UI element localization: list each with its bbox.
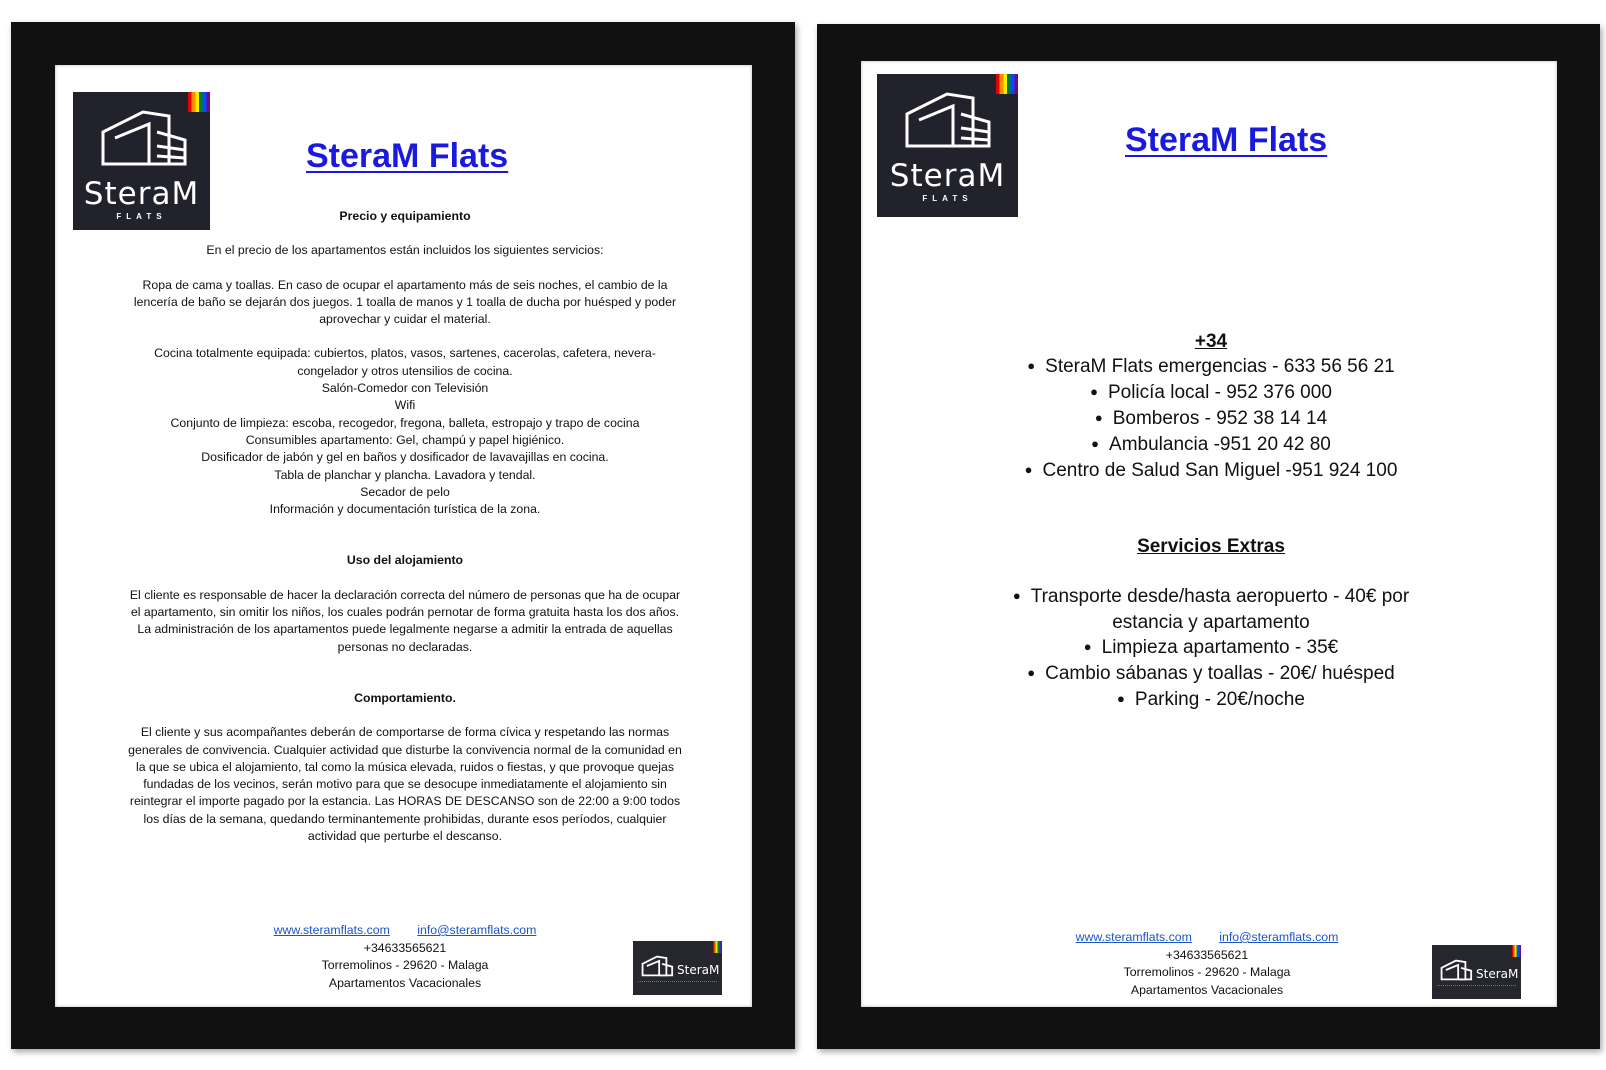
rainbow-flag-icon [996, 74, 1018, 94]
extra-item: ● Parking - 20€/noche [901, 687, 1521, 713]
website-link[interactable]: www.steramflats.com [1075, 930, 1192, 944]
mini-logo-wordmark: SteraM [1476, 967, 1519, 981]
amenity-item: Cocina totalmente equipada: cubiertos, platos, vasos, sartenes, cacerolas, cafetera, nevera-congelador y otros utensilios de cocina. [154, 346, 656, 378]
amenity-item: Wifi [394, 398, 416, 413]
extras-heading: Servicios Extras [1137, 536, 1285, 557]
footer-phone: +34633565621 [1165, 947, 1249, 962]
amenity-item: Información y documentación turística de la zona. [269, 502, 541, 517]
footer-address: Torremolinos - 29620 - Malaga [1123, 965, 1291, 979]
amenity-item: Conjunto de limpieza: escoba, recogedor, fregona, balleta, estropajo y trapo de cocina [170, 415, 640, 430]
right-picture-frame [817, 24, 1600, 1049]
building-logo-icon [95, 102, 191, 174]
rainbow-flag-icon [713, 941, 722, 953]
footer-tagline: Apartamentos Vacacionales [328, 975, 482, 990]
section-heading: Comportamiento. [354, 690, 456, 705]
building-logo-icon [1438, 957, 1474, 983]
document-footer [1007, 929, 1407, 999]
extra-item: ● Cambio sábanas y toallas - 20€/ huésped [901, 661, 1521, 687]
mini-logo-wordmark: SteraM [677, 963, 720, 977]
emergency-phone-list [901, 354, 1521, 484]
footer-phone: +34633565621 [363, 940, 447, 955]
right-document-page [861, 61, 1557, 1007]
email-link[interactable]: info@steramflats.com [1219, 930, 1339, 944]
left-picture-frame [11, 22, 795, 1049]
phone-item: ● Ambulancia -951 20 42 80 [901, 432, 1521, 458]
logo-subtitle: FLATS [116, 212, 167, 221]
document-title: SteraM Flats [306, 137, 509, 175]
amenity-item: Secador de pelo [360, 484, 450, 499]
footer-address: Torremolinos - 29620 - Malaga [321, 958, 489, 972]
phone-prefix-heading: +34 [1194, 331, 1228, 352]
extra-services-list [901, 584, 1521, 713]
paragraph: El cliente y sus acompañantes deberán de comportarse de forma cívica y respetando las normas generales de convivencia. Cualquier actividad que disturbe la convivencia normal de la comunidad en la que se ubica el alojamiento, tal como la música elevada, ruidos o fiestas, y que provoque quejas fundadas de los vecinos, serán motivo para que se desocupe inmediatamente el alojamiento sin reintegrar el importe pagado por la estancia. Las HORAS DE DESCANSO son de 22:00 a 9:00 todos los días de la semana, quedando terminantemente prohibidas, durante esos períodos, cualquier actividad que perturbe el descanso. [128, 725, 682, 844]
amenity-item: Consumibles apartamento: Gel, champú y papel higiénico. [245, 432, 565, 447]
footer-mini-logo [633, 941, 722, 995]
building-logo-icon [639, 953, 675, 979]
footer-tagline: Apartamentos Vacacionales [1130, 982, 1284, 997]
paragraph: El cliente es responsable de hacer la declaración correcta del número de personas que ha de ocupar el apartamento, sin omitir los niños, los cuales podrán pernotar de forma gratuita hasta los dos años. La administración de los apartamentos puede legalmente negarse a admitir la entrada de aquellas personas no declaradas. [129, 587, 681, 654]
extra-item: ● Transporte desde/hasta aeropuerto - 40€ por estancia y apartamento [901, 584, 1521, 635]
phone-item: ● Centro de Salud San Miguel -951 924 100 [901, 458, 1521, 484]
amenity-item: Tabla de planchar y plancha. Lavadora y tendal. [274, 467, 536, 482]
phone-item: ● SteraM Flats emergencias - 633 56 56 21 [901, 354, 1521, 380]
right-document-body [901, 329, 1521, 713]
document-footer [205, 922, 605, 992]
phone-item: ● Bomberos - 952 38 14 14 [901, 406, 1521, 432]
rainbow-flag-icon [188, 92, 210, 112]
extra-item: ● Limpieza apartamento - 35€ [901, 635, 1521, 661]
amenity-item: Dosificador de jabón y gel en baños y dosificador de lavavajillas en cocina. [201, 450, 609, 465]
logo-wordmark: SteraM [83, 176, 200, 212]
left-document-body [125, 208, 685, 845]
section-heading: Precio y equipamiento [339, 209, 471, 223]
section-heading: Uso del alojamiento [346, 553, 464, 568]
logo-wordmark: SteraM [889, 158, 1006, 194]
paragraph: Ropa de cama y toallas. En caso de ocupar el apartamento más de seis noches, el cambio de la lencería de baño se dejarán dos juegos. 1 toalla de manos y 1 toalla de ducha por huésped y poder aprovechar y cuidar el material. [133, 277, 677, 327]
document-title: SteraM Flats [1125, 121, 1328, 159]
amenity-item: Salón-Comedor con Televisión [321, 381, 489, 396]
logo-subtitle: FLATS [922, 194, 973, 203]
paragraph: En el precio de los apartamentos están incluidos los siguientes servicios: [206, 243, 604, 258]
left-document-page [55, 65, 752, 1007]
phone-item: ● Policía local - 952 376 000 [901, 380, 1521, 406]
rainbow-flag-icon [1512, 945, 1521, 957]
steram-logo [877, 74, 1018, 217]
email-link[interactable]: info@steramflats.com [417, 923, 537, 937]
footer-mini-logo [1432, 945, 1521, 999]
building-logo-icon [899, 84, 995, 156]
website-link[interactable]: www.steramflats.com [273, 923, 390, 937]
